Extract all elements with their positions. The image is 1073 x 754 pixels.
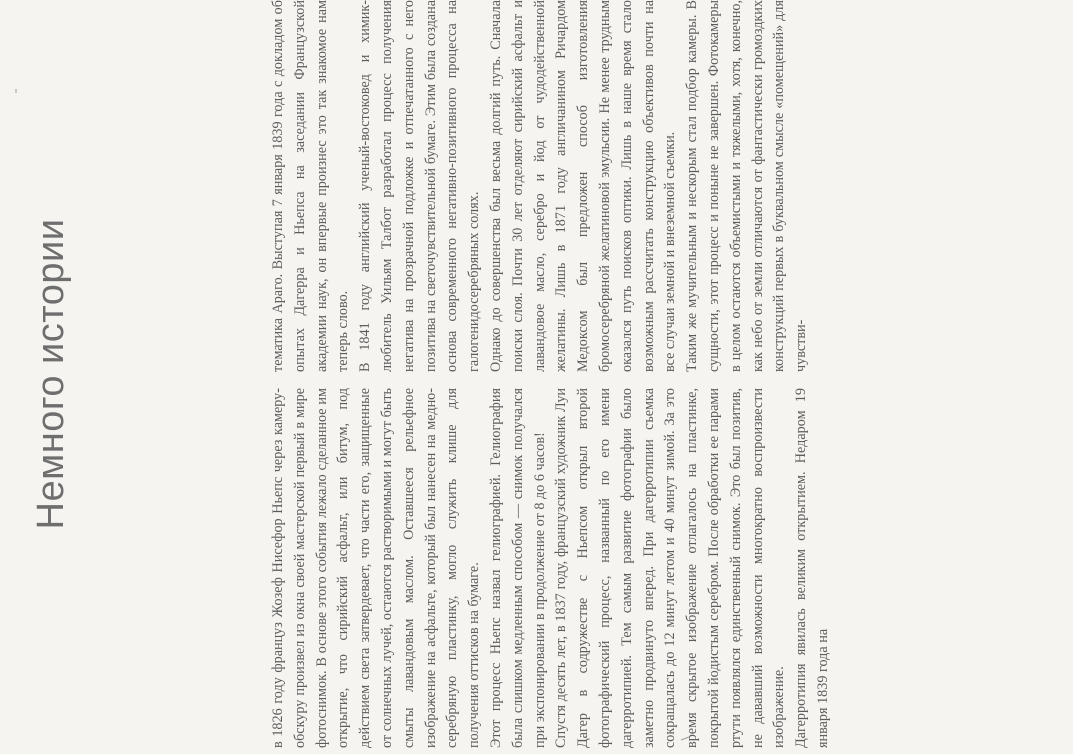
paragraph: Однако до совершенства был весьма долгий путь. Сначала поиски слоя. Почти 30 лет отделяют сирийский асфальт и лавандовое масло, серебро и йод от чудодейственной желатины. Лишь в 1871 году англичанином Ричардом Медоксом был предложен способ изготовления бромосеребряной желатиновой эмульсии. Не менее трудным оказался путь поисков оптики. Лишь в наше время стало возможным рассчитать конструкцию объективов почти на все случаи земной и внеземной съемки. — [487, 0, 679, 372]
paragraph: Спустя десять лет, в 1837 году, французский художник Луи Дагер в содружестве с Ньепсом открыл второй фотографический процесс, названный по его имени дагерротипией. Тем самым развитие фотографии было заметно продвинуто вперед. При дагерротипии съемка сокращалась до 12 минут летом и 40 минут зимой. За это время скрытое изображение отлагалось на пластинке, покрытой йодистым серебром. После обработки ее парами ртути появлялся единственный снимок. Это был позитив, не дававший возможности многократно воспроизвести изображение. — [553, 388, 788, 748]
page-title: Немного истории — [30, 218, 72, 530]
paragraph: В 1841 году английский ученый-востоковед и химик-любитель Уильям Талбот разработал процесс получения негатива на прозрачной подложке и отпечатанного с него позитива на светочувствительной бумаге. Этим была создана основа современного негативно-позитивного процесса на галогенидосеребряных солях. — [357, 0, 483, 372]
left-text-column — [268, 388, 1073, 748]
paragraph: в 1826 году француз Жозеф Нисефор Ньепс через камеру-обскуру произвел из окна своей мастерской первый в мире фотоснимок. В основе этого события лежало сделанное им открытие, что сирийский асфальт, или битум, под действием света затвердевает, что части его, защищенные от солнечных лучей, остаются растворимыми и могут быть смыты лавандовым маслом. Оставшееся рельефное изображение на асфальте, который был нанесен на медно-серебряную пластинку, могло служить клише для получения оттисков на бумаге. — [270, 388, 483, 748]
paragraph: Дагерротипия явилась великим открытием. Недаром 19 января 1839 года на — [793, 388, 831, 748]
scan-speck — [680, 734, 690, 742]
scan-speck — [12, 88, 20, 94]
right-text-column — [268, 0, 1073, 372]
paragraph: Этот процесс Ньепс назвал гелиографией. Гелиография была слишком медленным способом — снимок получался при экспонировании в продолжение от 8 до 6 часов! — [487, 388, 548, 748]
paragraph: тематика Араго. Выступая 7 января 1839 года с докладом об опытах Дагерра и Ньепса на заседании Французской академии наук, он впервые произнес это так знакомое нам теперь слово. — [270, 0, 352, 372]
paragraph: Таким же мучительным и нескорым стал подбор камеры. В сущности, этот процесс и поныне не завершен. Фотокамеры в целом остаются объемистыми и тяжелыми, хотя, конечно, как небо от земли отличаются от фантастически громоздких конструкций первых в буквальном смысле «помещений» для чувстви- — [684, 0, 810, 372]
